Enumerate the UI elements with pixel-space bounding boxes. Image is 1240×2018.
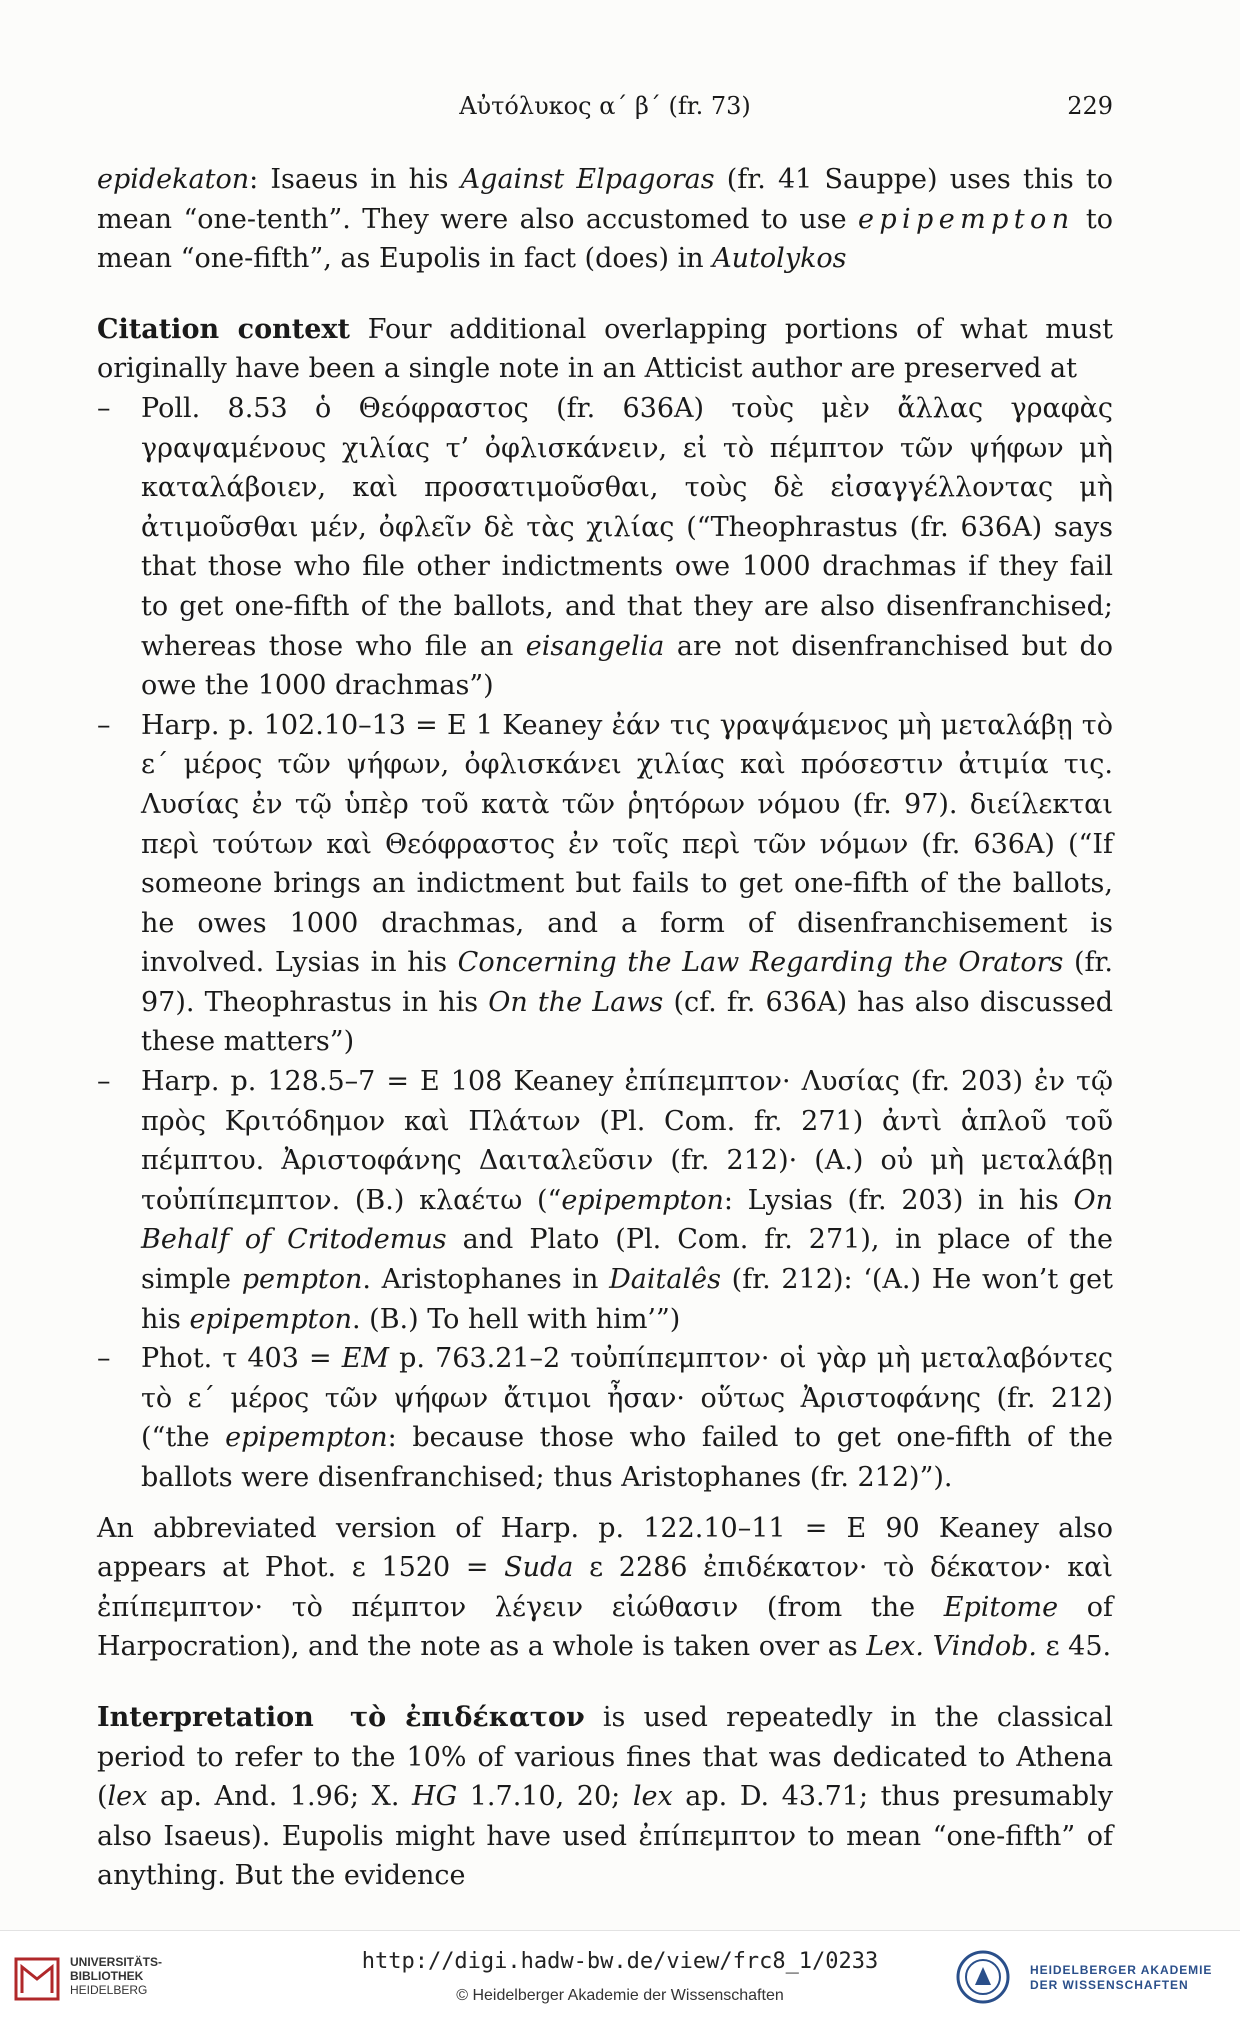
copyright-notice: © Heidelberger Akademie der Wissenschaften: [456, 1987, 784, 2004]
intro-spaced-term: epipempton: [857, 203, 1075, 235]
running-head: [97, 92, 1113, 128]
abbreviated-version-paragraph: [97, 1509, 1113, 1667]
paragraph-italic: Epitome: [943, 1591, 1059, 1623]
interpretation-paragraph: [97, 1698, 1113, 1896]
running-head-title: Αὐτόλυκος α΄ β΄ (fr. 73): [459, 92, 751, 120]
paragraph-italic: lex: [632, 1781, 673, 1813]
citation-italic: epipempton: [561, 1184, 724, 1216]
citation-text: are not disenfranchised but do owe the 1000 drachmas”): [141, 630, 1113, 702]
library-name-line: UNIVERSITÄTS-: [70, 1955, 163, 1969]
citation-text: . (B.) To hell with him’”): [352, 1303, 681, 1335]
academy-name-line: DER WISSENSCHAFTEN: [1030, 1978, 1189, 1992]
intro-work-title: Against Elpagoras: [460, 164, 715, 195]
citation-italic: EM: [341, 1343, 390, 1375]
intro-term: epidekaton: [97, 164, 250, 195]
paragraph-text: 1.7.10, 20;: [457, 1781, 633, 1813]
paragraph-italic: lex: [107, 1781, 148, 1813]
citation-text: Harp. p. 102.10–13 = E 1 Keaney ἐάν τις γραψάμενος μὴ μεταλάβῃ τὸ ε΄ μέρος τῶν ψήφων, ὀφλισκάνει χιλίας καὶ πρόσεστιν ἀτιμία τις. Λυσίας ἐν τῷ ὑπὲρ τοῦ κατὰ τῶν ῥητόρων νόμου (fr. 97). διείλεκται περὶ τούτων καὶ Θεόφραστος ἐν τοῖς περὶ τῶν νόμων (fr. 636A) (“If someone brings an indictment but fails to get one-fifth of the ballots, he owes 1000 drachmas, and a form of disenfranchisement is involved. Lysias in his: [141, 709, 1113, 979]
citation-context-text: Four additional overlapping portions of what must originally have been a single note in an Atticist author are preserved at: [97, 313, 1113, 385]
citation-italic: On the Laws: [488, 986, 664, 1018]
citation-text: Phot. τ 403 =: [141, 1343, 342, 1375]
intro-text: : Isaeus in his: [249, 164, 461, 195]
citation-italic: eisangelia: [525, 630, 665, 662]
academy-name-line: HEIDELBERGER AKADEMIE: [1030, 1963, 1213, 1977]
citation-text: : Lysias (fr. 203) in his: [723, 1184, 1074, 1216]
paragraph-text: ap. D. 43.71; thus presumably also Isaeus). Eupolis might have used ἐπίπεμπτον to mean “one-fifth” of anything. But the evidence: [97, 1781, 1113, 1892]
citation-text: and Plato (Pl. Com. fr. 271), in place of the simple: [141, 1224, 1113, 1296]
citation-text: Harp. p. 128.5–7 = E 108 Keaney ἐπίπεμπτον· Λυσίας (fr. 203) ἐν τῷ πρὸς Κριτόδημον καὶ Πλάτων (Pl. Com. fr. 271) ἀντὶ ἁπλοῦ τοῦ πέμπτου. Ἀριστοφάνης Δαιταλεῦσιν (fr. 212)· (A.) οὐ μὴ μεταλάβῃ τοὐπίπεμπτον. (B.) κλαέτω (“: [141, 1066, 1113, 1216]
list-dash: –: [97, 1343, 111, 1375]
citation-text: : because those who failed to get one-fifth of the ballots were disenfranchised; thus Aristophanes (fr. 212)”).: [141, 1422, 1113, 1493]
paragraph-text: An abbreviated version of Harp. p. 122.10–11 = E 90 Keaney also appears at Phot. ε 1520 =: [97, 1512, 1113, 1584]
citation-text: . Aristophanes in: [362, 1264, 610, 1296]
citation-italic: epipempton: [189, 1303, 353, 1335]
citation-item-harpocration-2: [97, 1062, 1113, 1339]
citation-italic: On Behalf of Critodemus: [141, 1184, 1113, 1256]
citation-item-photius: [97, 1339, 1113, 1497]
citation-context-heading: Citation context: [97, 313, 350, 345]
intro-text: to mean “one-fifth”, as Eupolis in fact (does) in: [97, 203, 1113, 275]
citation-context-paragraph: [97, 310, 1113, 389]
interpretation-greek-lemma: τὸ ἐπιδέκατον: [350, 1701, 585, 1733]
library-name-line: HEIDELBERG: [70, 1983, 148, 1997]
list-dash: –: [97, 1066, 111, 1098]
paragraph-text: ε 2286 ἐπιδέκατον· τὸ δέκατον· καὶ ἐπίπεμπτον· τὸ πέμπτον λέγειν εἰώθασιν (from the: [97, 1552, 1113, 1623]
viewer-footer: [0, 1930, 1240, 2018]
citation-item-pollux: [97, 389, 1113, 706]
paragraph-italic: HG: [412, 1781, 458, 1813]
citation-italic: Daitalês: [609, 1264, 721, 1296]
citation-text: Poll. 8.53 ὁ Θεόφραστος (fr. 636A) τοὺς μὲν ἄλλας γραφὰς γραψαμένους χιλίας τ’ ὀφλισκάνειν, εἰ τὸ πέμπτον τῶν ψήφων μὴ καταλάβοιεν, καὶ προσατιμοῦσθαι, τοὺς δὲ εἰσαγγέλλοντας μὴ ἀτιμοῦσθαι μέν, ὀφλεῖν δὲ τὰς χιλίας (“Theophrastus (fr. 636A) says that those who file other indictments owe 1000 drachmas if they fail to get one-fifth of the ballots, and that they are also disenfranchised; whereas those who file an: [141, 392, 1113, 662]
intro-play-title: Autolykos: [712, 243, 847, 275]
permalink-url[interactable]: http://digi.hadw-bw.de/view/frc8_1/0233: [361, 1949, 879, 1974]
paragraph-text: is used repeatedly in the classical period to refer to the 10% of various fines that was dedicated to Athena (: [97, 1701, 1113, 1813]
paragraph-italic: Suda: [504, 1552, 574, 1584]
paragraph-italic: Lex. Vindob.: [866, 1631, 1038, 1663]
interpretation-heading: Interpretation: [97, 1701, 314, 1733]
list-dash: –: [97, 709, 111, 741]
citation-italic: epipempton: [225, 1422, 388, 1454]
intro-text: (fr. 41 Sauppe) uses this to mean “one-tenth”. They were also accustomed to use: [97, 164, 1113, 235]
citation-text: (cf. fr. 636A) has also discussed these matters”): [141, 986, 1114, 1058]
list-dash: –: [97, 392, 111, 424]
library-name-line: BIBLIOTHEK: [70, 1969, 144, 1983]
citation-item-harpocration-1: [97, 706, 1113, 1062]
paragraph-text: of Harpocration), and the note as a whole is taken over as: [97, 1591, 1113, 1663]
citation-text: (fr. 97). Theophrastus in his: [141, 947, 1114, 1018]
page-body: [97, 160, 1113, 1896]
citation-list: [97, 389, 1113, 1498]
intro-paragraph: [97, 160, 1113, 279]
academy-name[interactable]: [1030, 1963, 1230, 1993]
citation-text: (fr. 212): ‘(A.) He won’t get his: [141, 1264, 1114, 1335]
paragraph-text: ε 45.: [1037, 1631, 1112, 1663]
page-number: 229: [1067, 92, 1113, 120]
citation-text: p. 763.21–2 τοὐπίπεμπτον· οἱ γὰρ μὴ μεταλαβόντες τὸ ε΄ μέρος τῶν ψήφων ἄτιμοι ἦσαν· οὕτως Ἀριστοφάνης (fr. 212) (“the: [141, 1343, 1113, 1454]
citation-italic: Concerning the Law Regarding the Orators: [457, 947, 1064, 979]
academy-seal-icon[interactable]: [955, 1949, 1011, 2005]
citation-italic: pempton: [241, 1264, 363, 1296]
paragraph-text: ap. And. 1.96; X.: [147, 1781, 413, 1813]
